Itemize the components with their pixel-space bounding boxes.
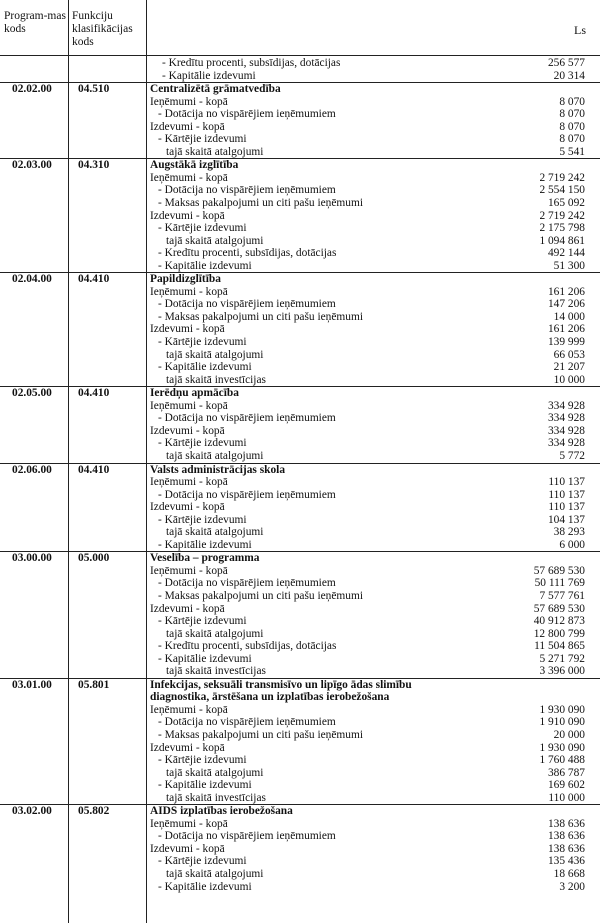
amount-value: 135 436 — [547, 855, 585, 868]
table-row — [0, 184, 600, 197]
amount-value: 147 206 — [547, 298, 585, 311]
amount-value: 334 928 — [547, 424, 585, 437]
program-row — [0, 551, 600, 565]
amount-value: 20 314 — [553, 69, 585, 82]
table-row — [0, 539, 600, 552]
line-item-label: - Kārtējie izdevumi — [158, 437, 247, 450]
amount-value: 165 092 — [547, 197, 585, 210]
line-item-label: - Dotācija no vispārējiem ieņēmumiem — [158, 412, 336, 425]
line-item-label: - Maksas pakalpojumi un citi pašu ieņēmumi — [158, 728, 363, 741]
table-row — [0, 210, 600, 223]
program-title: Centralizētā grāmatvedība — [150, 83, 281, 96]
line-item-label: Izdevumi - kopā — [150, 323, 225, 336]
amount-value: 57 689 530 — [533, 564, 585, 577]
function-code: 04.510 — [78, 83, 110, 96]
table-row — [0, 146, 600, 159]
table-row — [0, 868, 600, 881]
budget-table-body — [0, 57, 600, 893]
table-row — [0, 476, 600, 489]
table-row — [0, 779, 600, 792]
column-header-function-code: Funkciju klasifikācijas kods — [72, 10, 133, 48]
line-item-label: Ieņēmumi - kopā — [150, 285, 228, 298]
table-row — [0, 298, 600, 311]
line-item-label: Izdevumi - kopā — [150, 501, 225, 514]
amount-value: 492 144 — [547, 247, 585, 260]
line-item-label: tajā skaitā atalgojumi — [166, 868, 264, 880]
amount-value: 334 928 — [547, 412, 585, 425]
amount-value: 2 554 150 — [539, 184, 585, 197]
amount-value: 1 094 861 — [539, 234, 585, 247]
table-row — [0, 603, 600, 616]
line-item-label: - Dotācija no vispārējiem ieņēmumiem — [158, 108, 336, 121]
table-row — [0, 590, 600, 603]
line-item-label: - Dotācija no vispārējiem ieņēmumiem — [158, 298, 336, 311]
line-item-label: - Kārtējie izdevumi — [158, 615, 247, 628]
line-item-label: Ieņēmumi - kopā — [150, 476, 228, 489]
amount-value: 2 175 798 — [539, 222, 585, 235]
amount-value: 334 928 — [547, 399, 585, 412]
function-code: 05.000 — [78, 552, 110, 565]
amount-value: 1 930 090 — [539, 703, 585, 716]
amount-value: 8 070 — [559, 108, 585, 121]
amount-value: 40 912 873 — [533, 615, 585, 628]
table-row — [0, 260, 600, 273]
column-header-currency: Ls — [574, 23, 586, 37]
line-item-label: - Maksas pakalpojumi un citi pašu ieņēmumi — [158, 197, 363, 210]
amount-value: 386 787 — [547, 766, 585, 779]
table-row — [0, 70, 600, 83]
line-item-label: - Kapitālie izdevumi — [158, 652, 252, 665]
amount-value: 10 000 — [553, 373, 585, 386]
program-row — [0, 82, 600, 96]
function-code: 04.410 — [78, 273, 110, 286]
amount-value: 161 206 — [547, 285, 585, 298]
program-title: Veselība – programma — [150, 552, 260, 565]
program-row — [0, 804, 600, 818]
amount-value: 18 668 — [553, 868, 585, 880]
function-code: 04.310 — [78, 159, 110, 172]
table-row — [0, 336, 600, 349]
table-row — [0, 565, 600, 578]
table-row — [0, 247, 600, 260]
table-row — [0, 133, 600, 146]
line-item-label: tajā skaitā atalgojumi — [166, 234, 264, 247]
line-item-label: tajā skaitā investīcijas — [166, 665, 266, 678]
program-row — [0, 272, 600, 286]
program-title: Augstākā izglītība — [150, 159, 239, 172]
line-item-label: Ieņēmumi - kopā — [150, 171, 228, 184]
column-header-program-code: Program-mas kods — [4, 10, 66, 35]
line-item-label: Izdevumi - kopā — [150, 741, 225, 754]
line-item-label: tajā skaitā atalgojumi — [166, 348, 264, 361]
line-item-label: tajā skaitā atalgojumi — [166, 526, 264, 539]
amount-value: 66 053 — [553, 348, 585, 361]
program-title: AIDS izplatības ierobežošana — [150, 805, 293, 818]
program-row — [0, 386, 600, 400]
amount-value: 3 200 — [559, 880, 585, 893]
program-row — [0, 158, 600, 172]
amount-value: 8 070 — [559, 95, 585, 108]
line-item-label: - Dotācija no vispārējiem ieņēmumiem — [158, 716, 336, 729]
table-row — [0, 361, 600, 374]
table-row — [0, 425, 600, 438]
line-item-label: - Kapitālie izdevumi — [158, 361, 252, 374]
table-row — [0, 286, 600, 299]
line-item-label: tajā skaitā atalgojumi — [166, 627, 264, 640]
program-title: Ierēdņu apmācība — [150, 387, 239, 400]
table-row — [0, 767, 600, 780]
table-row — [0, 577, 600, 590]
line-item-label: - Kredītu procenti, subsīdijas, dotācijas — [162, 57, 341, 69]
line-item-label: tajā skaitā atalgojumi — [166, 766, 264, 779]
amount-value: 334 928 — [547, 437, 585, 450]
amount-value: 138 636 — [547, 830, 585, 843]
line-item-label: - Kārtējie izdevumi — [158, 222, 247, 235]
program-code: 03.02.00 — [12, 805, 52, 818]
table-row — [0, 108, 600, 121]
table-row — [0, 615, 600, 628]
table-row — [0, 450, 600, 463]
function-code: 05.802 — [78, 805, 110, 818]
amount-value: 38 293 — [553, 526, 585, 539]
amount-value: 169 602 — [547, 779, 585, 792]
line-item-label: Ieņēmumi - kopā — [150, 564, 228, 577]
table-row — [0, 792, 600, 805]
amount-value: 3 396 000 — [539, 665, 585, 678]
amount-value: 2 719 242 — [539, 171, 585, 184]
line-item-label: Izdevumi - kopā — [150, 602, 225, 615]
program-code: 02.02.00 — [12, 83, 52, 96]
table-row — [0, 349, 600, 362]
line-item-label: - Maksas pakalpojumi un citi pašu ieņēmumi — [158, 589, 363, 602]
table-row — [0, 57, 600, 70]
line-item-label: Izdevumi - kopā — [150, 842, 225, 855]
amount-value: 110 137 — [548, 501, 585, 514]
program-row — [0, 463, 600, 477]
amount-value: 50 111 769 — [534, 577, 585, 590]
table-header — [0, 0, 600, 56]
line-item-label: - Kārtējie izdevumi — [158, 855, 247, 868]
table-row — [0, 704, 600, 717]
table-row — [0, 489, 600, 502]
program-code: 02.05.00 — [12, 387, 52, 400]
amount-value: 110 137 — [548, 476, 585, 489]
table-row — [0, 374, 600, 387]
table-row — [0, 628, 600, 641]
line-item-label: Izdevumi - kopā — [150, 120, 225, 133]
amount-value: 5 772 — [559, 449, 585, 462]
table-row — [0, 412, 600, 425]
line-item-label: - Kapitālie izdevumi — [158, 779, 252, 792]
table-row — [0, 323, 600, 336]
table-row — [0, 235, 600, 248]
amount-value: 161 206 — [547, 323, 585, 336]
program-code: 02.04.00 — [12, 273, 52, 286]
program-code: 03.00.00 — [12, 552, 52, 565]
line-item-label: - Kārtējie izdevumi — [158, 133, 247, 146]
line-item-label: Ieņēmumi - kopā — [150, 399, 228, 412]
table-row — [0, 855, 600, 868]
amount-value: 6 000 — [559, 538, 585, 551]
amount-value: 1 930 090 — [539, 741, 585, 754]
amount-value: 110 000 — [548, 791, 585, 804]
amount-value: 8 070 — [559, 133, 585, 146]
amount-value: 5 541 — [559, 145, 585, 158]
line-item-label: Ieņēmumi - kopā — [150, 817, 228, 830]
amount-value: 51 300 — [553, 259, 585, 272]
line-item-label: - Dotācija no vispārējiem ieņēmumiem — [158, 488, 336, 501]
amount-value: 8 070 — [559, 120, 585, 133]
line-item-label: - Kapitālie izdevumi — [158, 259, 252, 272]
line-item-label: - Kārtējie izdevumi — [158, 513, 247, 526]
program-code: 02.06.00 — [12, 463, 52, 476]
function-code: 05.801 — [78, 678, 110, 691]
table-row — [0, 818, 600, 831]
line-item-label: tajā skaitā investīcijas — [166, 791, 266, 804]
amount-value: 21 207 — [553, 361, 585, 374]
table-row — [0, 437, 600, 450]
program-title: Infekcijas, seksuāli transmisīvo un lipīgo ādas slimību diagnostika, ārstēšana un izplatības ierobežošana — [150, 678, 412, 704]
table-row — [0, 311, 600, 324]
table-row — [0, 843, 600, 856]
line-item-label: - Kredītu procenti, subsīdijas, dotācijas — [158, 640, 337, 653]
program-row — [0, 678, 600, 704]
table-row — [0, 716, 600, 729]
line-item-label: - Dotācija no vispārējiem ieņēmumiem — [158, 577, 336, 590]
program-title: Valsts administrācijas skola — [150, 463, 286, 476]
amount-value: 110 137 — [548, 488, 585, 501]
table-row — [0, 96, 600, 109]
line-item-label: Izdevumi - kopā — [150, 209, 225, 222]
line-item-label: - Kapitālie izdevumi — [158, 880, 252, 893]
line-item-label: Ieņēmumi - kopā — [150, 95, 228, 108]
line-item-label: tajā skaitā investīcijas — [166, 373, 266, 386]
line-item-label: - Kārtējie izdevumi — [158, 336, 247, 349]
amount-value: 139 999 — [547, 336, 585, 349]
table-row — [0, 172, 600, 185]
amount-value: 12 800 799 — [533, 627, 585, 640]
table-row — [0, 729, 600, 742]
table-row — [0, 653, 600, 666]
function-code: 04.410 — [78, 463, 110, 476]
amount-value: 104 137 — [547, 513, 585, 526]
amount-value: 14 000 — [553, 310, 585, 323]
program-title: Papildizglītība — [150, 273, 221, 286]
amount-value: 57 689 530 — [533, 602, 585, 615]
table-row — [0, 514, 600, 527]
amount-value: 256 577 — [547, 57, 585, 69]
amount-value: 2 719 242 — [539, 209, 585, 222]
amount-value: 20 000 — [553, 728, 585, 741]
function-code: 04.410 — [78, 387, 110, 400]
amount-value: 5 271 792 — [539, 652, 585, 665]
line-item-label: Ieņēmumi - kopā — [150, 703, 228, 716]
program-code: 02.03.00 — [12, 159, 52, 172]
table-row — [0, 501, 600, 514]
table-row — [0, 197, 600, 210]
table-row — [0, 526, 600, 539]
line-item-label: - Kapitālie izdevumi — [158, 538, 252, 551]
line-item-label: - Dotācija no vispārējiem ieņēmumiem — [158, 184, 336, 197]
line-item-label: - Kapitālie izdevumi — [162, 69, 256, 82]
table-row — [0, 121, 600, 134]
line-item-label: - Kārtējie izdevumi — [158, 754, 247, 767]
amount-value: 1 910 090 — [539, 716, 585, 729]
amount-value: 1 760 488 — [539, 754, 585, 767]
line-item-label: tajā skaitā atalgojumi — [166, 449, 264, 462]
amount-value: 138 636 — [547, 817, 585, 830]
table-row — [0, 830, 600, 843]
program-code: 03.01.00 — [12, 678, 52, 691]
table-row — [0, 754, 600, 767]
line-item-label: - Dotācija no vispārējiem ieņēmumiem — [158, 830, 336, 843]
line-item-label: - Kredītu procenti, subsīdijas, dotācijas — [158, 247, 337, 260]
amount-value: 11 504 865 — [534, 640, 585, 653]
table-row — [0, 742, 600, 755]
table-row — [0, 665, 600, 678]
table-row — [0, 640, 600, 653]
table-row — [0, 222, 600, 235]
amount-value: 7 577 761 — [539, 589, 585, 602]
amount-value: 138 636 — [547, 842, 585, 855]
table-row — [0, 400, 600, 413]
line-item-label: tajā skaitā atalgojumi — [166, 145, 264, 158]
line-item-label: - Maksas pakalpojumi un citi pašu ieņēmumi — [158, 310, 363, 323]
table-row — [0, 881, 600, 894]
line-item-label: Izdevumi - kopā — [150, 424, 225, 437]
